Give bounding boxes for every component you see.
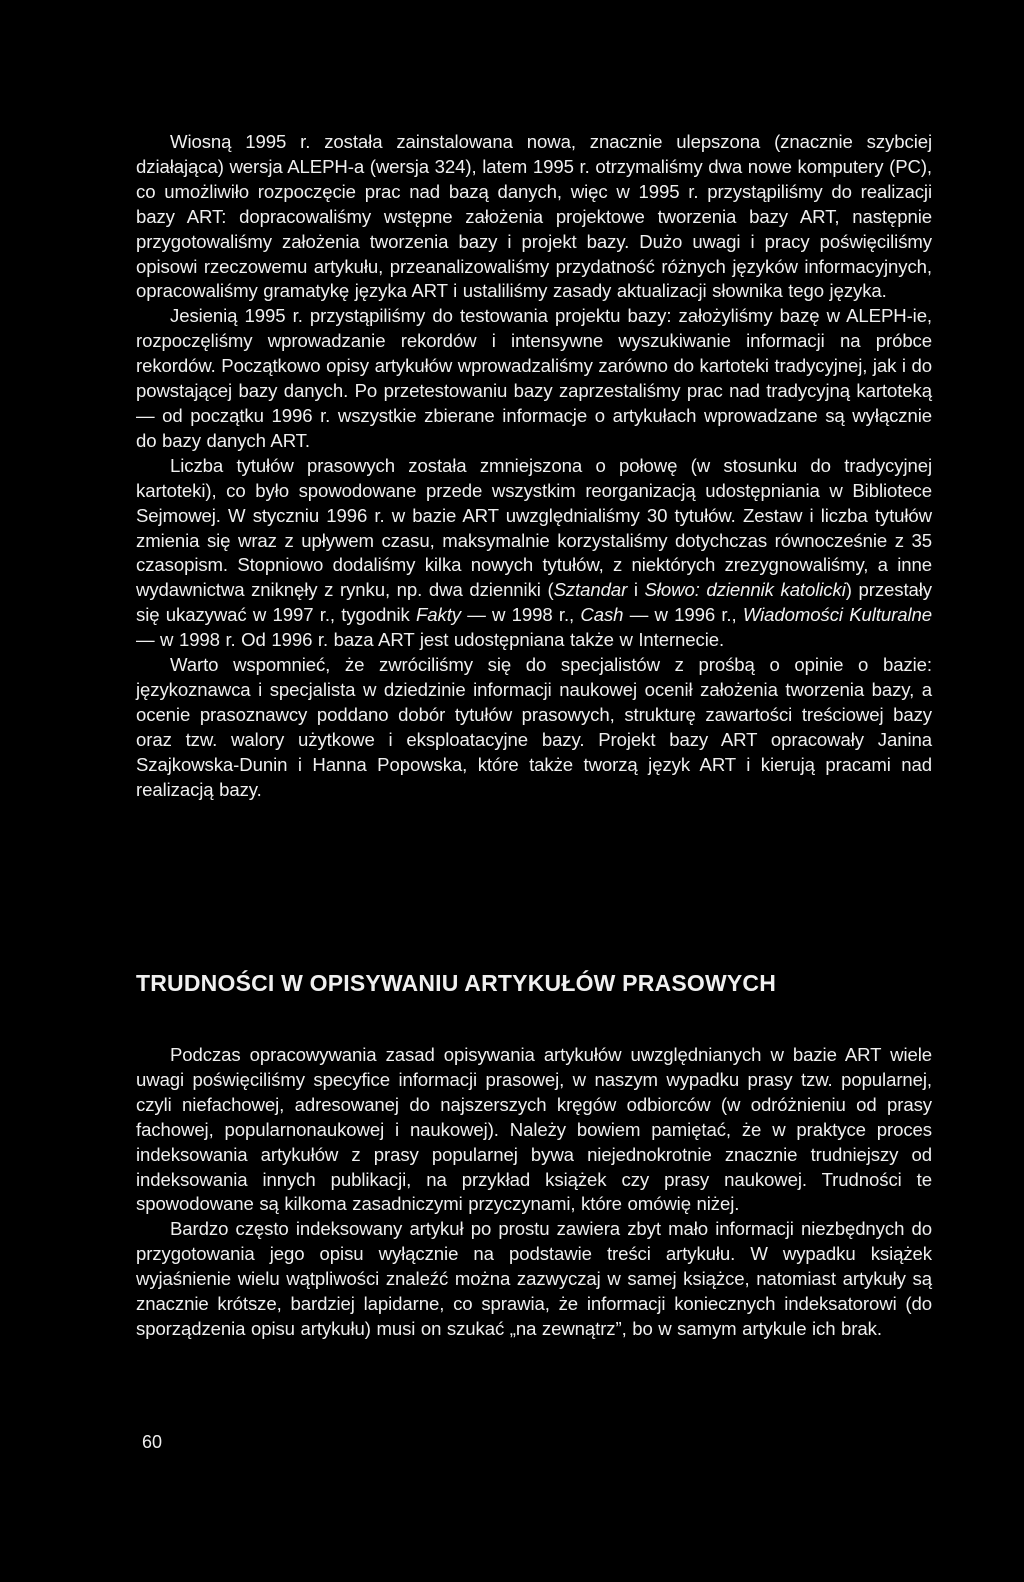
section-two-text xyxy=(136,1043,932,1342)
text-segment: i xyxy=(627,579,645,601)
text-segment: — w 1998 r., xyxy=(460,604,581,626)
press-title-wiadomosci-kulturalne: Wiadomości Kulturalne xyxy=(742,604,932,626)
text-segment: — w 1998 r. Od 1996 r. baza ART jest udostępniana także w Internecie. xyxy=(136,629,725,651)
paragraph-insufficient-information: Bardzo często indeksowany artykuł po prostu zawiera zbyt mało informacji niezbędnych do przygotowania jego opisu wyłącznie na podstawie treści artykułu. W wypadku książek wyjaśnienie wielu wątpliwości znaleźć można zazwyczaj w samej książce, natomiast artykuły są znacznie krótsze, bardziej lapidarne, co sprawia, że informacji koniecznych indeksatorowi (do sporządzenia opisu artykułu) musi on szukać „na zewnątrz”, bo w samym artykule ich brak. xyxy=(136,1218,932,1339)
paragraph-autumn-testing: Jesienią 1995 r. przystąpiliśmy do testowania projektu bazy: założyliśmy bazę w ALEPH-ie, rozpoczęliśmy wprowadzanie rekordów i intensywne wyszukiwanie informacji na próbce rekordów. Początkowo opisy artykułów wprowadzaliśmy zarówno do kartoteki tradycyjnej, jak i do powstającej bazy danych. Po przetestowaniu bazy zaprzestaliśmy prac nad tradycyjną kartoteką — od początku 1996 r. wszystkie zbierane informacje o artykułach wprowadzane są wyłącznie do bazy danych ART. xyxy=(136,305,932,451)
paragraph-expert-opinions: Warto wspomnieć, że zwróciliśmy się do specjalistów z prośbą o opinie o bazie: językoznawca i specjalista w dziedzinie informacji naukowej ocenił założenia tworzenia bazy, a ocenie prasoznawcy poddano dobór tytułów prasowych, strukturę zawartości treściowej bazy oraz tzw. walory użytkowe i eksploatacyjne bazy. Projekt bazy ART opracowały Janina Szajkowska-Dunin i Hanna Popowska, które także tworzą język ART i kierują pracami nad realizacją bazy. xyxy=(136,654,932,800)
text-segment: Liczba tytułów prasowych została zmniejszona o połowę (w stosunku do tradycyjnej kartoteki), co było spowodowane przede wszystkim reorganizacją udostępniania w Bibliotece Sejmowej. W styczniu 1996 r. w bazie ART uwzględnialiśmy 30 tytułów. Zestaw i liczba tytułów zmienia się wraz z upływem czasu, maksymalnie korzystaliśmy dotychczas równocześnie z 35 czasopism. Stopniowo dodaliśmy kilka nowych tytułów, z niektórych zrezygnowaliśmy, a inne wydawnictwa zniknęły z rynku, np. dwa dzienniki ( xyxy=(136,454,932,601)
paragraph-press-specifics: Podczas opracowywania zasad opisywania artykułów uwzględnianych w bazie ART wiele uwagi poświęciliśmy specyfice informacji prasowej, w naszym wypadku prasy tzw. popularnej, czyli niefachowej, adresowanej do najszerszych kręgów odbiorców (w odróżnieniu od prasy fachowej, popularnonaukowej i naukowej). Należy bowiem pamiętać, że w praktyce proces indeksowania artykułów z prasy popularnej bywa niejednokrotnie znacznie trudniejszy od indeksowania innych publikacji, na przykład książek czy prasy naukowej. Trudności te spowodowane są kilkoma zasadniczymi przyczynami, które omówię niżej. xyxy=(136,1044,932,1215)
paragraph-aleph-installation: Wiosną 1995 r. została zainstalowana nowa, znacznie ulepszona (znacznie szybciej działająca) wersja ALEPH-a (wersja 324), latem 1995 r. otrzymaliśmy dwa nowe komputery (PC), co umożliwiło rozpoczęcie prac nad bazą danych, więc w 1995 r. przystąpiliśmy do realizacji bazy ART: dopracowaliśmy wstępne założenia projektowe tworzenia bazy ART, następnie przygotowaliśmy założenia tworzenia bazy i projekt bazy. Dużo uwagi i pracy poświęciliśmy opisowi rzeczowemu artykułu, przeanalizowaliśmy przydatność różnych języków informacyjnych, opracowaliśmy gramatykę języka ART i ustaliliśmy zasady aktualizacji słownika tego języka. xyxy=(136,131,932,302)
section-one-text xyxy=(136,130,932,802)
text-segment: ) przestały się ukazywać w 1997 r., tygodnik xyxy=(136,579,932,626)
press-title-fakty: Fakty xyxy=(416,604,461,626)
text-segment: — w 1996 r., xyxy=(623,604,743,626)
press-title-cash: Cash xyxy=(580,604,624,626)
page-number: 60 xyxy=(142,1432,163,1452)
press-title-slowo: Słowo: dziennik katolicki xyxy=(644,579,846,601)
section-heading: TRUDNOŚCI W OPISYWANIU ARTYKUŁÓW PRASOWYCH xyxy=(136,970,777,996)
press-title-sztandar: Sztandar xyxy=(553,579,628,601)
paragraph-press-titles xyxy=(136,454,932,653)
